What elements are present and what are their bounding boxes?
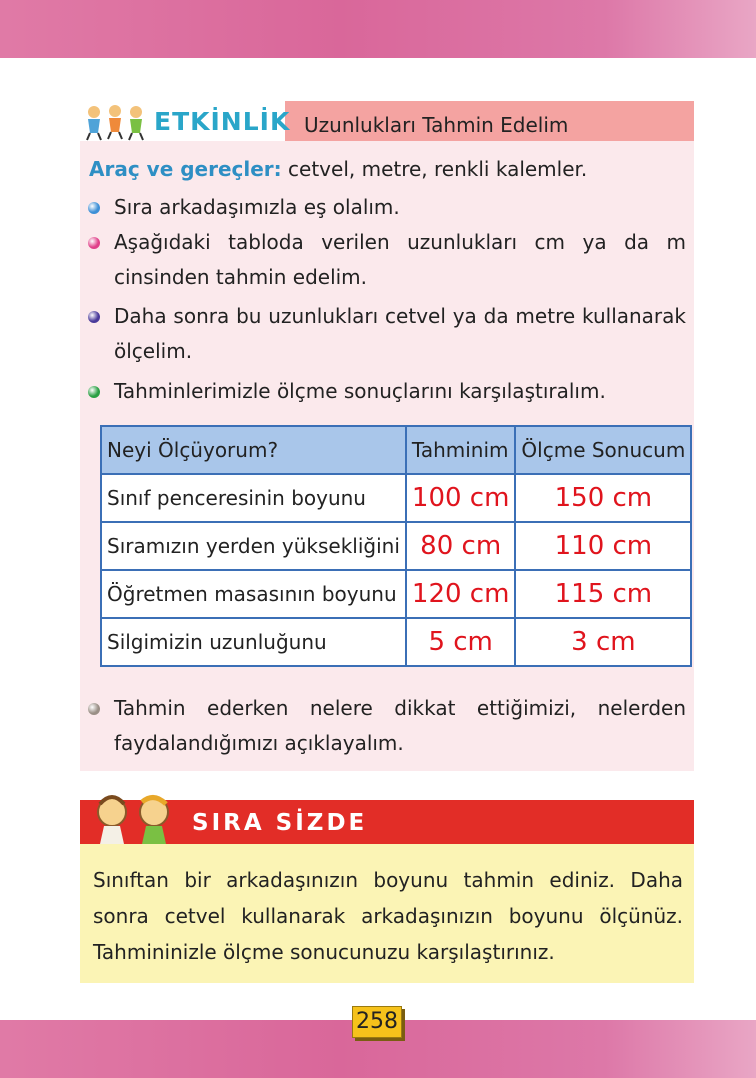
table-row	[101, 618, 691, 666]
children-illustration-icon	[82, 103, 150, 141]
sira-sizde-box	[80, 800, 694, 983]
purple-bullet-icon	[88, 311, 100, 323]
estimate-cell: 5 cm	[406, 618, 516, 666]
table-row	[101, 570, 691, 618]
activity-header	[80, 101, 694, 141]
etkinlik-badge	[80, 101, 291, 141]
column-header: Ölçme Sonucum	[515, 426, 691, 474]
step-text: Tahminlerimizle ölçme sonuçlarını karşılaştıralım.	[114, 379, 606, 403]
step-3	[114, 299, 686, 369]
measurement-cell: 150 cm	[515, 474, 691, 522]
item-cell: Sıramızın yerden yüksekliğini	[101, 522, 406, 570]
sira-sizde-text: Sınıftan bir arkadaşınızın boyunu tahmin ediniz. Daha sonra cetvel kullanarak arkadaşınızın boyunu ölçünüz. Tahmininizle ölçme sonucunuzu karşılaştırınız.	[93, 868, 683, 964]
estimation-table	[100, 425, 692, 667]
sira-sizde-title: SIRA SİZDE	[192, 810, 368, 836]
pink-bullet-icon	[88, 237, 100, 249]
item-cell: Sınıf penceresinin boyunu	[101, 474, 406, 522]
materials-label: Araç ve gereçler:	[89, 157, 282, 181]
estimate-cell: 100 cm	[406, 474, 516, 522]
step-text: Daha sonra bu uzunlukları cetvel ya da metre kullanarak ölçelim.	[114, 304, 686, 363]
note-text: Tahmin ederken nelere dikkat ettiğimizi, nelerden faydalandığımızı açıklayalım.	[114, 696, 686, 755]
step-2	[114, 225, 686, 295]
blue-bullet-icon	[88, 202, 100, 214]
item-cell: Silgimizin uzunluğunu	[101, 618, 406, 666]
page-number: 258	[352, 1006, 402, 1038]
estimate-cell: 120 cm	[406, 570, 516, 618]
table-row	[101, 522, 691, 570]
etkinlik-label: ETKİNLİK	[154, 107, 291, 136]
measurement-cell: 110 cm	[515, 522, 691, 570]
materials-line	[89, 157, 587, 181]
materials-list: cetvel, metre, renkli kalemler.	[288, 157, 588, 181]
estimate-cell: 80 cm	[406, 522, 516, 570]
step-1	[114, 190, 686, 225]
step-4	[114, 374, 686, 409]
measurement-cell: 3 cm	[515, 618, 691, 666]
step-text: Aşağıdaki tabloda verilen uzunlukları cm ya da m cinsinden tahmin edelim.	[114, 230, 686, 289]
green-bullet-icon	[88, 386, 100, 398]
measurement-cell: 115 cm	[515, 570, 691, 618]
table-header-row	[101, 426, 691, 474]
gray-bullet-icon	[88, 703, 100, 715]
children-talking-icon	[90, 794, 180, 846]
activity-box	[80, 101, 694, 771]
step-text: Sıra arkadaşımızla eş olalım.	[114, 195, 400, 219]
discussion-note	[114, 691, 686, 761]
top-decorative-band	[0, 0, 756, 58]
activity-title: Uzunlukları Tahmin Edelim	[304, 113, 569, 137]
sira-sizde-header	[80, 800, 694, 844]
column-header: Neyi Ölçüyorum?	[101, 426, 406, 474]
item-cell: Öğretmen masasının boyunu	[101, 570, 406, 618]
column-header: Tahminim	[406, 426, 516, 474]
table-row	[101, 474, 691, 522]
